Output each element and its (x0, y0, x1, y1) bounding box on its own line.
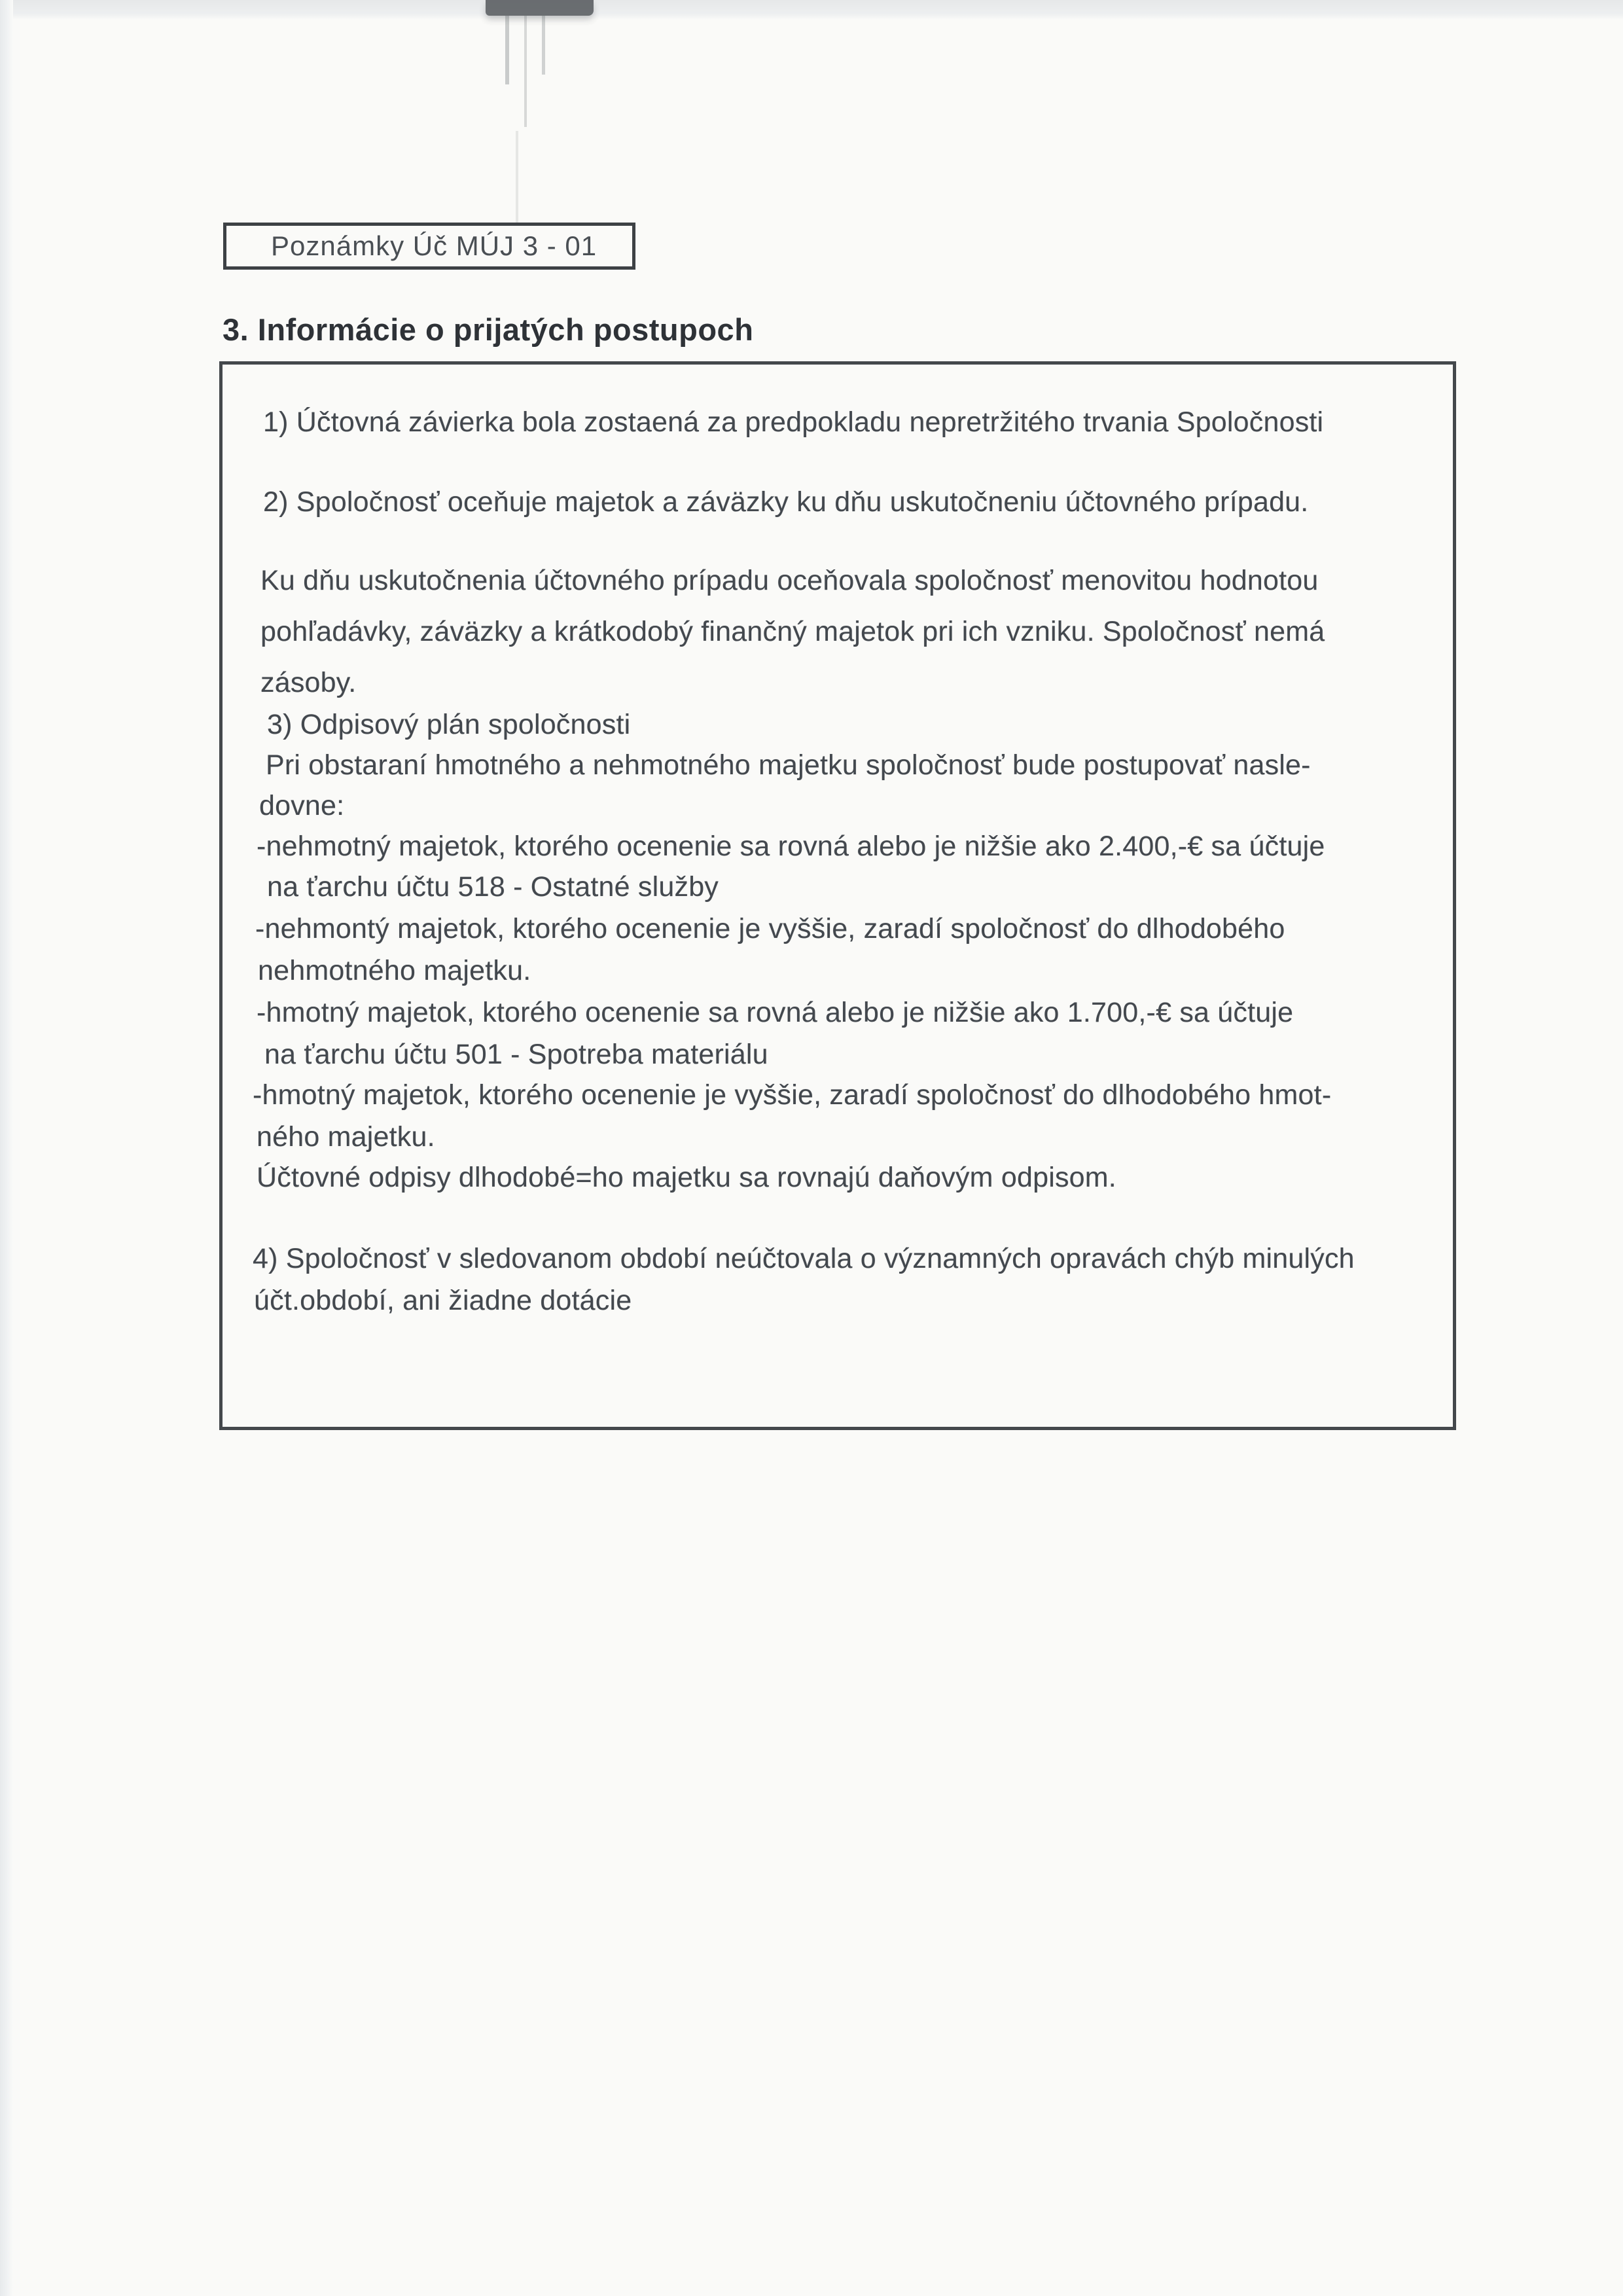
text-line: zásoby. (260, 667, 357, 698)
notes-box (219, 361, 1456, 1430)
ink-smudge-artifact (486, 0, 594, 16)
ink-streak-artifact (505, 16, 509, 84)
text-line: -nehmotný majetok, ktorého ocenenie sa rovná alebo je nižšie ako 2.400,-€ sa účtuje (257, 831, 1325, 862)
text-line: účt.období, ani žiadne dotácie (254, 1285, 632, 1316)
text-line: nehmotného majetku. (258, 955, 531, 986)
scanner-edge-left (0, 0, 13, 2296)
form-code-label: Poznámky Úč MÚJ 3 - 01 (271, 230, 597, 261)
text-line: 2) Spoločnosť oceňuje majetok a záväzky ku dňu uskutočneniu účtovného prípadu. (263, 486, 1309, 518)
text-line: dovne: (259, 790, 345, 821)
section-heading: 3. Informácie o prijatých postupoch (223, 312, 754, 347)
text-line: 1) Účtovná závierka bola zostaená za predpokladu nepretržitého trvania Spoločnosti (263, 406, 1324, 438)
ink-streak-artifact (524, 16, 527, 127)
text-line: na ťarchu účtu 501 - Spotreba materiálu (264, 1039, 768, 1070)
text-line: -hmotný majetok, ktorého ocenenie sa rovná alebo je nižšie ako 1.700,-€ sa účtuje (257, 997, 1294, 1028)
text-line: -nehmontý majetok, ktorého ocenenie je vyššie, zaradí spoločnosť do dlhodobého (255, 913, 1285, 944)
text-line: na ťarchu účtu 518 - Ostatné služby (267, 871, 719, 903)
ink-streak-artifact (542, 16, 545, 75)
text-line: pohľadávky, záväzky a krátkodobý finančný majetok pri ich vzniku. Spoločnosť nemá (260, 616, 1325, 647)
text-line: Účtovné odpisy dlhodobé=ho majetku sa rovnajú daňovým odpisom. (257, 1162, 1116, 1193)
text-line: 4) Spoločnosť v sledovanom období neúčtovala o významných opravách chýb minulých (253, 1243, 1355, 1274)
text-line: ného majetku. (257, 1121, 435, 1153)
ink-streak-artifact (516, 131, 518, 236)
form-code-box (223, 223, 635, 270)
text-line: -hmotný majetok, ktorého ocenenie je vyššie, zaradí spoločnosť do dlhodobého hmot- (253, 1079, 1332, 1111)
text-line: Pri obstaraní hmotného a nehmotného majetku spoločnosť bude postupovať nasle- (266, 749, 1311, 781)
text-line: Ku dňu uskutočnenia účtovného prípadu oceňovala spoločnosť menovitou hodnotou (260, 565, 1319, 596)
text-line: 3) Odpisový plán spoločnosti (267, 709, 631, 740)
scanner-edge-top (0, 0, 1623, 20)
